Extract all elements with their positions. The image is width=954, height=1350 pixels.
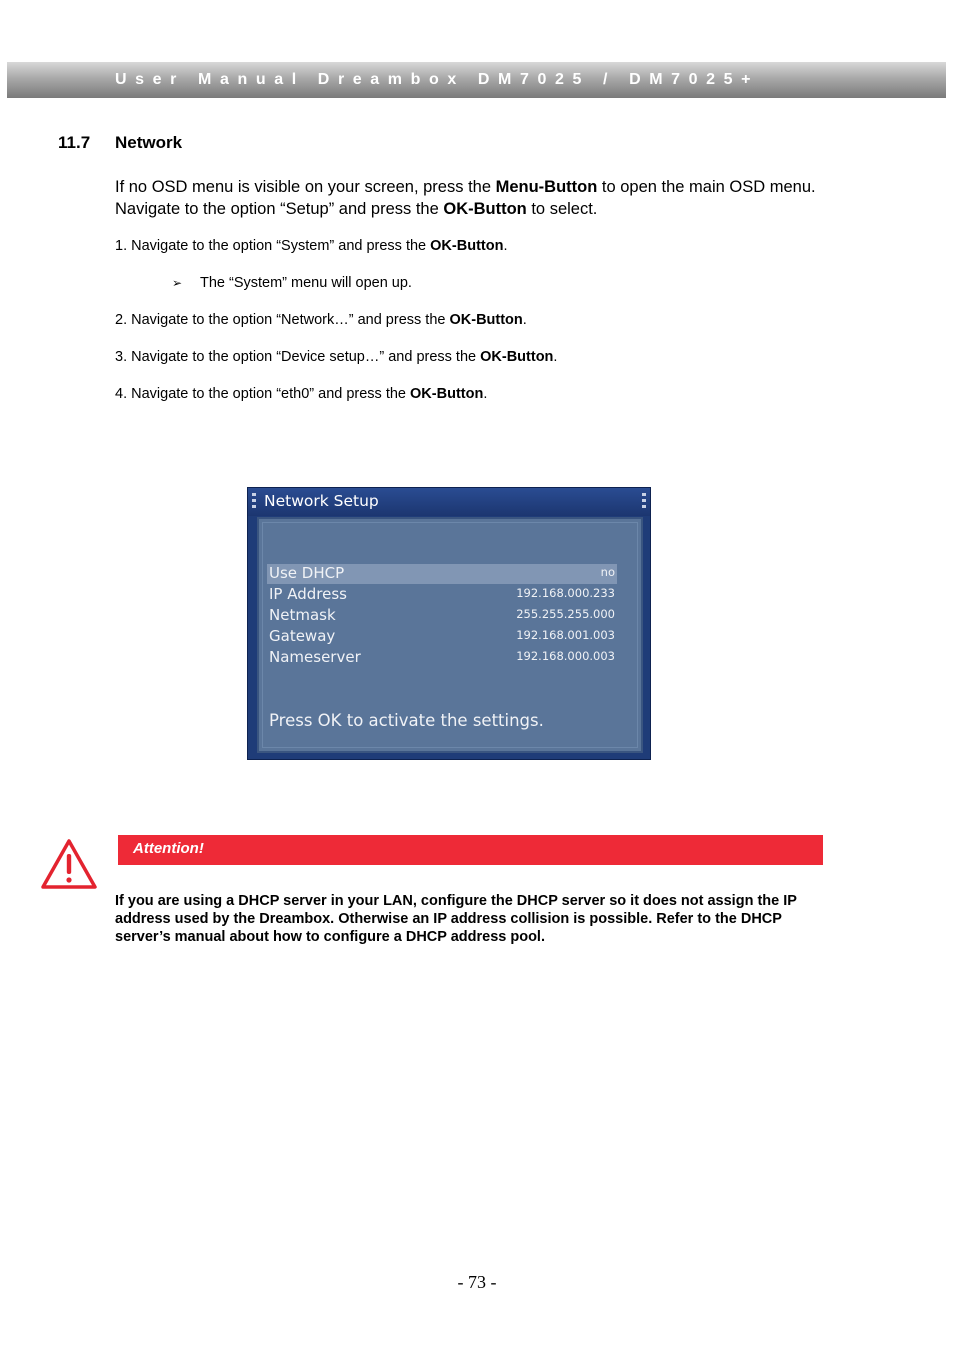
step-4 [115, 386, 487, 402]
step-text: 2. Navigate to the option “Network…” and press the [115, 312, 450, 328]
intro-text-2: to open the main OSD menu. Navigate to the option “Setup” and press the [115, 178, 816, 218]
page-number: - 73 - [457, 1272, 497, 1292]
osd-value: 255.255.255.000 [516, 607, 615, 621]
step-end: . [503, 238, 508, 254]
arrow-bullet-icon: ➢ [172, 276, 183, 290]
step-text: 4. Navigate to the option “eth0” and press the [115, 386, 411, 402]
step-button-ref: OK-Button [410, 386, 484, 402]
network-setup-screenshot [247, 487, 651, 760]
section-title: Network [115, 133, 183, 152]
section-heading [58, 133, 182, 153]
osd-row-netmask[interactable] [267, 606, 617, 626]
osd-row-use-dhcp[interactable] [267, 564, 617, 584]
osd-corner-dots-icon [641, 491, 647, 513]
attention-label: Attention! [133, 840, 204, 857]
osd-label: Use DHCP [269, 564, 345, 582]
step-end: . [483, 386, 488, 402]
intro-text-3: to select. [526, 200, 598, 218]
step-button-ref: OK-Button [480, 349, 554, 365]
step-end: . [553, 349, 558, 365]
step-button-ref: OK-Button [430, 238, 504, 254]
osd-value: no [600, 565, 615, 579]
step-1 [115, 238, 507, 254]
step-button-ref: OK-Button [449, 312, 523, 328]
step-text: 1. Navigate to the option “System” and press the [115, 238, 431, 254]
manual-title: User Manual Dreambox DM7025 / DM7025+ [115, 71, 760, 88]
osd-panel [257, 517, 643, 753]
osd-label: Netmask [269, 606, 336, 624]
intro-paragraph [115, 176, 835, 220]
step-text: 3. Navigate to the option “Device setup…” and press the [115, 349, 481, 365]
menu-button-ref: Menu-Button [495, 178, 598, 196]
section-number: 11.7 [58, 133, 91, 152]
osd-value: 192.168.000.233 [516, 586, 615, 600]
warning-triangle-icon [40, 838, 98, 890]
osd-label: Nameserver [269, 648, 361, 666]
osd-row-gateway[interactable] [267, 627, 617, 647]
osd-title: Network Setup [264, 492, 379, 510]
attention-bar [118, 835, 823, 865]
osd-hint: Press OK to activate the settings. [269, 711, 544, 730]
attention-text: If you are using a DHCP server in your LAN, configure the DHCP server so it does not assign the IP address used by the Dreambox. Otherwise an IP address collision is possible. Refer to the DHCP server’s manual about how to configure a DHCP address pool. [115, 893, 797, 945]
osd-row-nameserver[interactable] [267, 648, 617, 668]
osd-row-ip-address[interactable] [267, 585, 617, 605]
ok-button-ref: OK-Button [443, 200, 527, 218]
osd-label: IP Address [269, 585, 347, 603]
step-2 [115, 312, 527, 328]
osd-corner-dots-icon [251, 491, 257, 513]
step-3 [115, 349, 557, 365]
osd-value: 192.168.000.003 [516, 649, 615, 663]
osd-title-bar [248, 488, 650, 516]
step-end: . [522, 312, 527, 328]
osd-label: Gateway [269, 627, 336, 645]
sub-step-text: The “System” menu will open up. [200, 275, 412, 291]
intro-text-1: If no OSD menu is visible on your screen, press the [115, 178, 496, 196]
header-bar [7, 62, 946, 98]
sub-step [172, 275, 412, 291]
osd-value: 192.168.001.003 [516, 628, 615, 642]
